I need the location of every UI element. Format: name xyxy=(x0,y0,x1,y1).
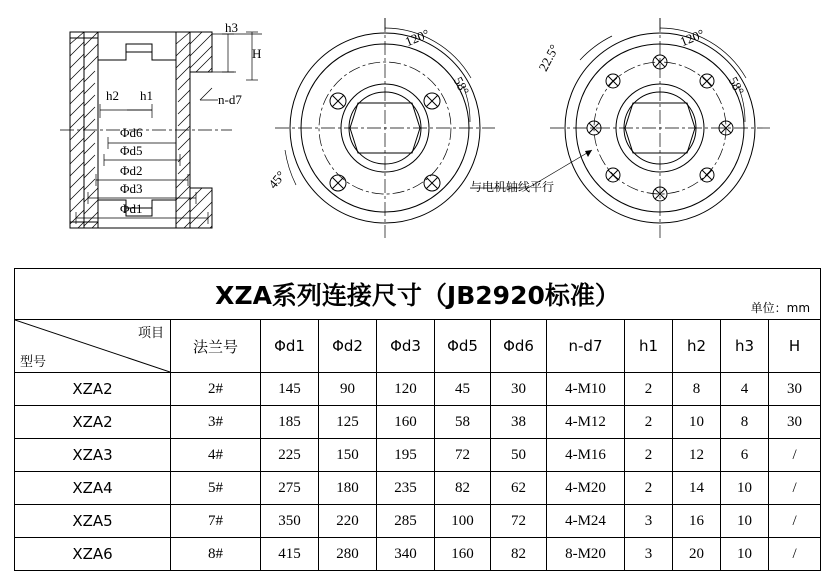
label-n-d7: n-d7 xyxy=(218,92,242,107)
cell-flange-no: 8# xyxy=(171,538,261,571)
cell-d1: 225 xyxy=(261,439,319,472)
cell-h1: 3 xyxy=(625,505,673,538)
cell-h3: 6 xyxy=(721,439,769,472)
row-model: XZA5 xyxy=(15,505,171,538)
cell-d2: 220 xyxy=(319,505,377,538)
cell-d6: 62 xyxy=(491,472,547,505)
column-header-d2: Φd2 xyxy=(319,320,377,373)
cell-H: 30 xyxy=(769,406,821,439)
table-row xyxy=(15,406,821,439)
column-header-h3: h3 xyxy=(721,320,769,373)
column-header-H: H xyxy=(769,320,821,373)
label-callout-parallel-to-motor-axis: 与电机轴线平行 xyxy=(470,180,555,194)
cell-d3: 120 xyxy=(377,373,435,406)
cell-d5: 82 xyxy=(435,472,491,505)
cell-d2: 125 xyxy=(319,406,377,439)
cell-h2: 16 xyxy=(673,505,721,538)
cell-d1: 185 xyxy=(261,406,319,439)
cell-h1: 2 xyxy=(625,439,673,472)
cell-h2: 10 xyxy=(673,406,721,439)
cell-h2: 12 xyxy=(673,439,721,472)
cell-h3: 10 xyxy=(721,538,769,571)
cell-d3: 195 xyxy=(377,439,435,472)
label-H: H xyxy=(252,46,262,61)
label-h2: h2 xyxy=(106,88,119,103)
table-title-cell xyxy=(15,269,821,320)
cell-d5: 72 xyxy=(435,439,491,472)
row-model: XZA2 xyxy=(15,406,171,439)
front-view-right xyxy=(550,18,770,238)
cell-d1: 350 xyxy=(261,505,319,538)
cell-d3: 160 xyxy=(377,406,435,439)
cell-h3: 10 xyxy=(721,505,769,538)
cell-n-d7: 4-M12 xyxy=(547,406,625,439)
cell-d6: 38 xyxy=(491,406,547,439)
table-row xyxy=(15,538,821,571)
label-left-angle-120: 120° xyxy=(402,25,432,50)
cell-d6: 72 xyxy=(491,505,547,538)
cell-d3: 235 xyxy=(377,472,435,505)
cell-d6: 82 xyxy=(491,538,547,571)
column-header-d6: Φd6 xyxy=(491,320,547,373)
label-h3: h3 xyxy=(225,20,238,35)
cell-H: / xyxy=(769,472,821,505)
column-header-flange-no: 法兰号 xyxy=(171,320,261,373)
cell-d5: 100 xyxy=(435,505,491,538)
cell-H: / xyxy=(769,439,821,472)
cell-d1: 275 xyxy=(261,472,319,505)
cell-d5: 58 xyxy=(435,406,491,439)
cell-h3: 10 xyxy=(721,472,769,505)
cell-n-d7: 4-M24 xyxy=(547,505,625,538)
cell-H: / xyxy=(769,538,821,571)
cell-flange-no: 2# xyxy=(171,373,261,406)
column-header-h2: h2 xyxy=(673,320,721,373)
row-model: XZA2 xyxy=(15,373,171,406)
dimensions-table xyxy=(14,268,821,571)
cell-h3: 4 xyxy=(721,373,769,406)
cell-d3: 285 xyxy=(377,505,435,538)
cell-d5: 45 xyxy=(435,373,491,406)
column-header-d5: Φd5 xyxy=(435,320,491,373)
cell-d1: 145 xyxy=(261,373,319,406)
table-row xyxy=(15,505,821,538)
dimensions-table-container xyxy=(14,268,820,563)
cell-n-d7: 4-M20 xyxy=(547,472,625,505)
cell-n-d7: 8-M20 xyxy=(547,538,625,571)
label-phi-d1: Φd1 xyxy=(120,201,143,216)
cell-d5: 160 xyxy=(435,538,491,571)
table-unit-label: 单位：mm xyxy=(750,301,811,315)
label-right-angle-58: 58° xyxy=(725,74,748,98)
row-model: XZA6 xyxy=(15,538,171,571)
cell-flange-no: 5# xyxy=(171,472,261,505)
cell-H: 30 xyxy=(769,373,821,406)
table-row xyxy=(15,439,821,472)
table-title: XZA系列连接尺寸（JB2920标准） xyxy=(215,281,620,310)
column-header-h1: h1 xyxy=(625,320,673,373)
table-corner-cell xyxy=(15,320,171,373)
cell-h2: 14 xyxy=(673,472,721,505)
label-left-angle-45: 45° xyxy=(265,167,289,192)
cell-h1: 2 xyxy=(625,406,673,439)
front-view-left xyxy=(275,18,495,238)
cell-flange-no: 7# xyxy=(171,505,261,538)
table-row xyxy=(15,472,821,505)
cell-d2: 90 xyxy=(319,373,377,406)
label-left-angle-58: 58° xyxy=(450,74,473,98)
cell-d2: 280 xyxy=(319,538,377,571)
corner-item-label: 项目 xyxy=(137,326,164,341)
cell-d1: 415 xyxy=(261,538,319,571)
label-h1: h1 xyxy=(140,88,153,103)
row-model: XZA3 xyxy=(15,439,171,472)
label-right-angle-22-5: 22.5° xyxy=(535,41,562,74)
table-row xyxy=(15,373,821,406)
cell-H: / xyxy=(769,505,821,538)
row-model: XZA4 xyxy=(15,472,171,505)
label-phi-d2: Φd2 xyxy=(120,163,143,178)
column-header-d1: Φd1 xyxy=(261,320,319,373)
section-dimension-lines xyxy=(76,32,262,224)
cell-d2: 150 xyxy=(319,439,377,472)
cell-h3: 8 xyxy=(721,406,769,439)
table-header-row xyxy=(15,320,821,373)
cell-h1: 2 xyxy=(625,373,673,406)
corner-model-label: 型号 xyxy=(20,355,47,370)
label-phi-d5: Φd5 xyxy=(120,143,143,158)
label-phi-d6: Φd6 xyxy=(120,125,143,140)
column-header-n-d7: n-d7 xyxy=(547,320,625,373)
cell-d6: 50 xyxy=(491,439,547,472)
cell-h1: 2 xyxy=(625,472,673,505)
technical-drawing xyxy=(0,0,835,258)
label-phi-d3: Φd3 xyxy=(120,181,143,196)
cell-d2: 180 xyxy=(319,472,377,505)
cell-h2: 20 xyxy=(673,538,721,571)
table-title-row xyxy=(15,269,821,320)
cell-n-d7: 4-M16 xyxy=(547,439,625,472)
column-header-d3: Φd3 xyxy=(377,320,435,373)
cell-flange-no: 3# xyxy=(171,406,261,439)
cell-flange-no: 4# xyxy=(171,439,261,472)
cell-h1: 3 xyxy=(625,538,673,571)
cell-d6: 30 xyxy=(491,373,547,406)
cell-n-d7: 4-M10 xyxy=(547,373,625,406)
cell-d3: 340 xyxy=(377,538,435,571)
cell-h2: 8 xyxy=(673,373,721,406)
label-right-angle-120: 120° xyxy=(677,25,707,50)
